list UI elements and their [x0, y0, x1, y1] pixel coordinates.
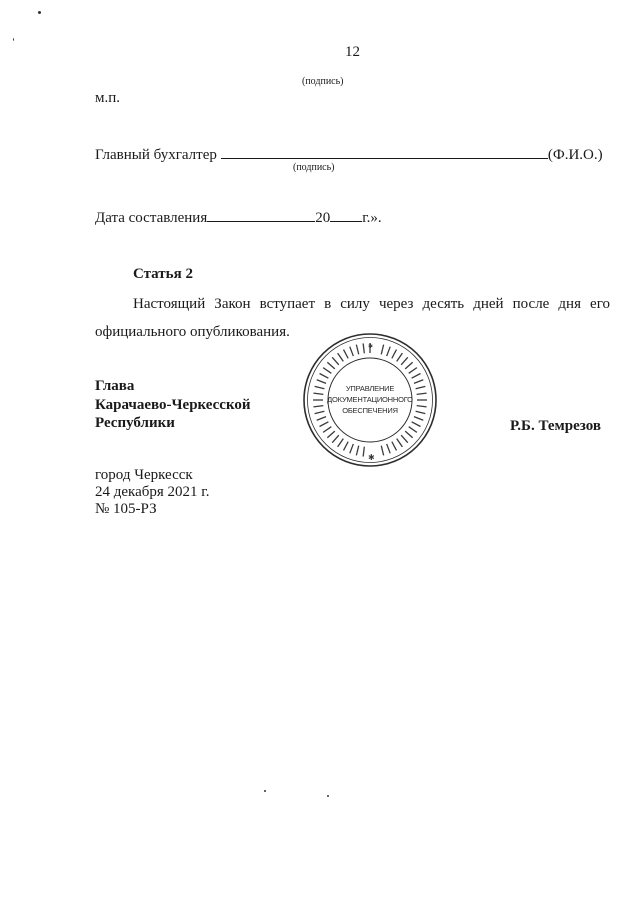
seal-ring-glyph [327, 362, 334, 369]
seal-ring-glyph [350, 444, 354, 453]
signatory-title-line-1: Глава [95, 378, 135, 394]
chief-accountant-signature-hint: (подпись) [293, 162, 335, 173]
seal-ring-glyph [320, 374, 329, 379]
seal-ring-glyph [397, 353, 403, 361]
signatory-title-line-2: Карачаево-Черкесской [95, 397, 251, 413]
article-text-content-1: Настоящий Закон вступает в силу через десять дней после дня его [133, 296, 610, 312]
signatory-title-line-3: Республики [95, 415, 175, 431]
footer-city: город Черкесск [95, 467, 193, 483]
seal-ring-glyph [332, 357, 339, 364]
seal-ring-glyph [356, 345, 358, 355]
seal-ring-glyph [363, 343, 364, 353]
seal-ring-glyph [392, 442, 397, 451]
chief-accountant-row [95, 145, 603, 164]
seal-inner-line-3: ОБЕСПЕЧЕНИЯ [342, 406, 398, 415]
seal-inner-line-1: УПРАВЛЕНИЕ [345, 384, 395, 393]
footer-date: 24 декабря 2021 г. [95, 484, 210, 500]
date-label: Дата составления [95, 210, 208, 226]
seal-ring-glyph [323, 427, 331, 433]
seal-ring-glyph [350, 347, 354, 356]
chief-accountant-name-hint: (Ф.И.О.) [547, 147, 603, 163]
seal-ring-glyph [381, 446, 383, 456]
seal-ring-glyph [344, 350, 349, 359]
date-suffix: г.». [362, 210, 382, 226]
signature-hint-top: (подпись) [302, 76, 344, 87]
date-row [95, 208, 382, 227]
seal-inner-line-2: ДОКУМЕНТАЦИОННОГО [327, 395, 413, 404]
seal-ring-glyph [405, 362, 412, 369]
seal-ring-glyph [397, 439, 403, 447]
seal-inner-text [302, 383, 438, 416]
footer-number: № 105-РЗ [95, 501, 157, 517]
seal-ring-glyph [327, 431, 334, 438]
seal-ring-glyph [317, 417, 326, 421]
official-seal [302, 332, 438, 468]
article-text-line-2: официального опубликования. [95, 324, 290, 340]
signatory-name: Р.Б. Темрезов [510, 418, 601, 434]
seal-ring-glyph [363, 447, 364, 457]
seal-ring-glyph [409, 427, 417, 433]
date-year-prefix: 20 [315, 210, 331, 226]
date-year-line [330, 208, 362, 222]
date-day-month-line [207, 208, 315, 222]
scan-speck [13, 38, 14, 41]
seal-ring-glyph [356, 446, 358, 456]
seal-ring-glyph [320, 422, 329, 427]
seal-ring-glyph [338, 353, 344, 361]
seal-ring-glyph [401, 357, 408, 364]
page-number: 12 [345, 44, 360, 60]
scan-speck [38, 11, 41, 14]
chief-accountant-signature-line [221, 145, 548, 159]
seal-ring-glyph [323, 368, 331, 374]
seal-ring-glyph [412, 422, 421, 427]
seal-ring-glyph [344, 442, 349, 451]
article-text-line-1 [95, 290, 610, 318]
seal-ring-glyph [381, 345, 383, 355]
seal-ring-glyph [405, 431, 412, 438]
svg-text:✱: ✱ [368, 453, 375, 462]
seal-ring-glyph [414, 417, 423, 421]
seal-ring-glyph [332, 435, 339, 442]
seal-ring-glyph [387, 444, 391, 453]
seal-ring-glyph [392, 350, 397, 359]
mp-label: м.п. [95, 90, 121, 106]
seal-ring-glyph [387, 347, 391, 356]
scan-speck [327, 795, 329, 797]
seal-ring-glyph [409, 368, 417, 374]
svg-text:✱: ✱ [368, 343, 374, 350]
article-title: Статья 2 [133, 266, 193, 282]
seal-ring-glyph [412, 374, 421, 379]
scan-speck [264, 790, 266, 792]
seal-ring-glyph [401, 435, 408, 442]
seal-ring-glyph [338, 439, 344, 447]
chief-accountant-label: Главный бухгалтер [95, 147, 217, 163]
